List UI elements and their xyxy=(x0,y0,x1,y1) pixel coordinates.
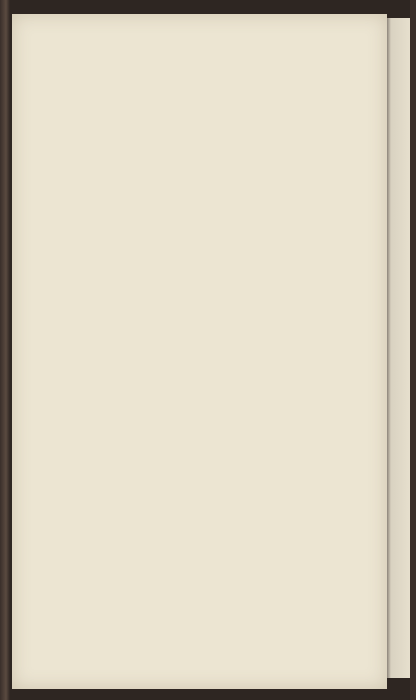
book-page xyxy=(12,14,387,689)
facing-page-edge xyxy=(387,18,411,678)
page-header xyxy=(22,22,377,40)
book-spine xyxy=(410,0,416,700)
